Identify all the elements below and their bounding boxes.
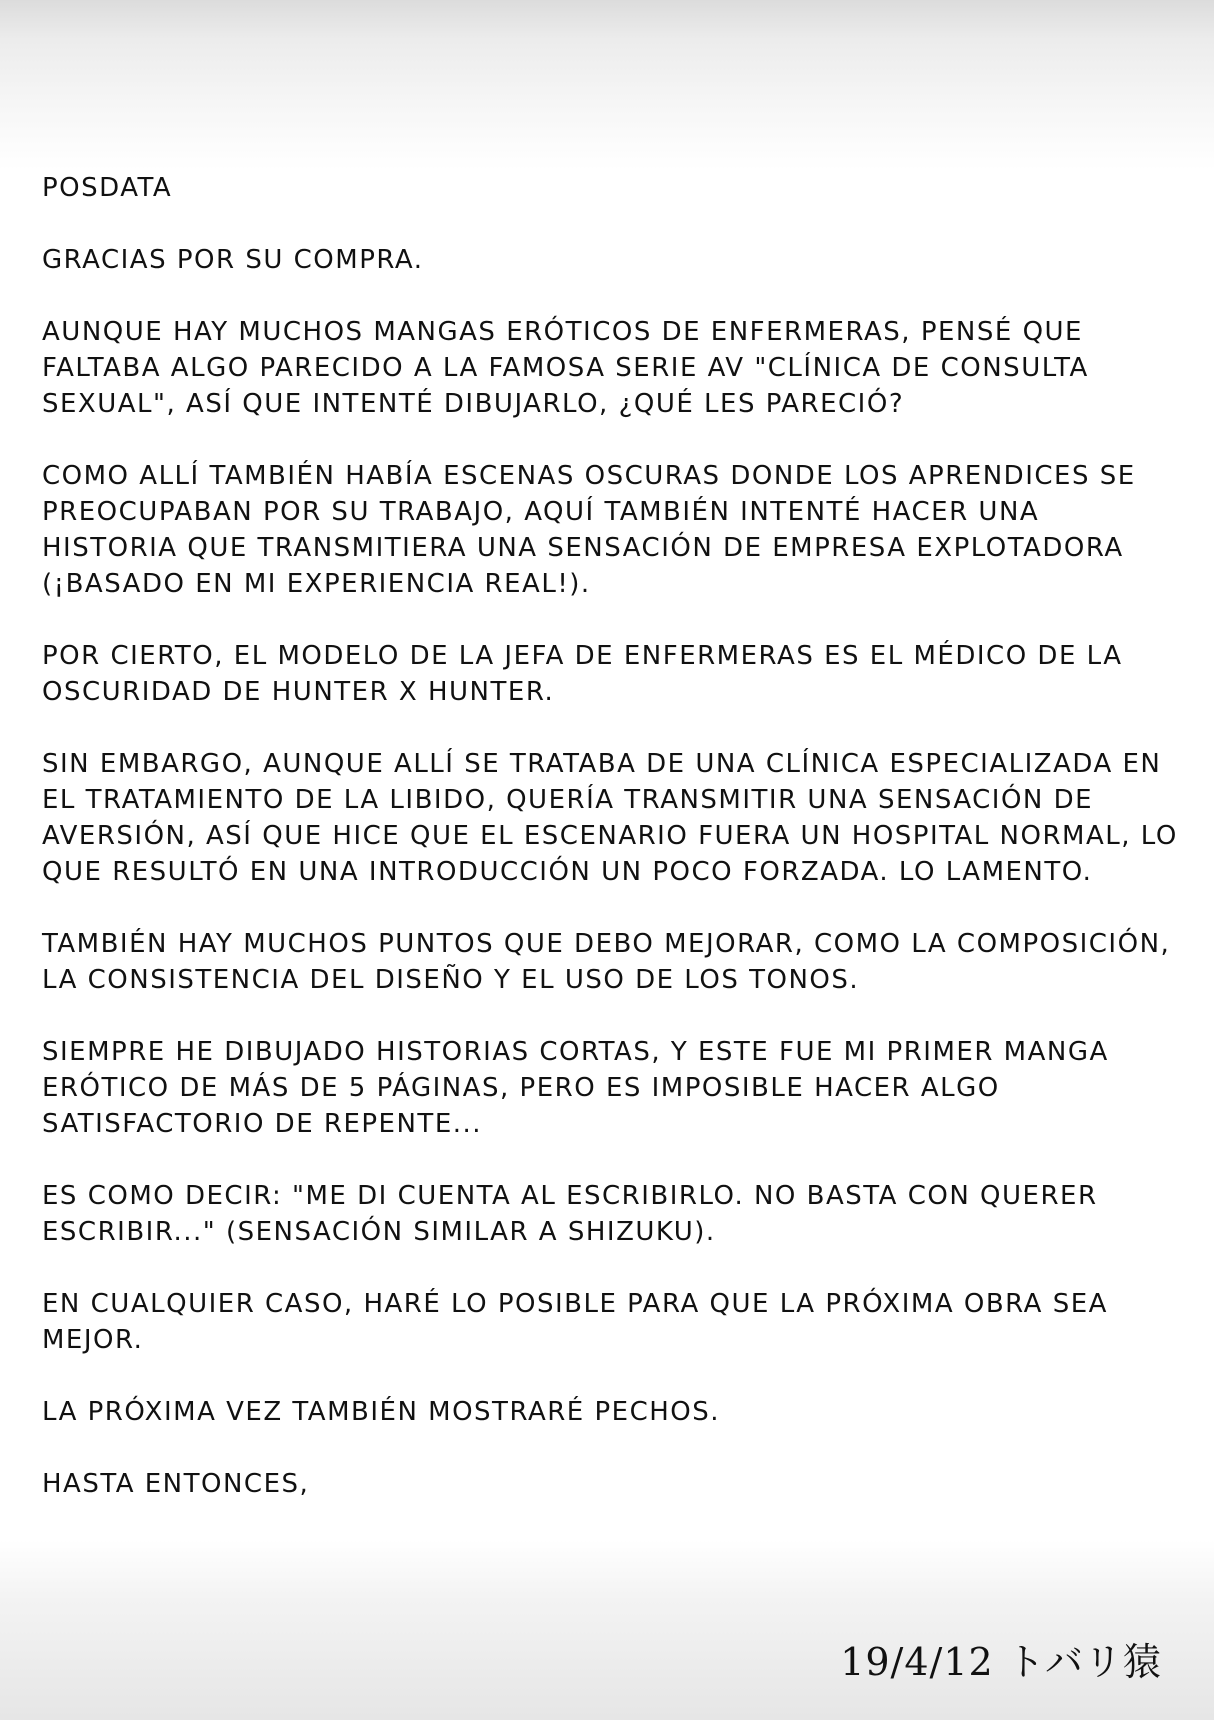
afterword-paragraph: SIN EMBARGO, AUNQUE ALLÍ SE TRATABA DE UNA CLÍNICA ESPECIALIZADA EN EL TRATAMIENTO DE LA LIBIDO, QUERÍA TRANSMITIR UNA SENSACIÓN DE AVERSIÓN, ASÍ QUE HICE QUE EL ESCENARIO FUERA UN HOSPITAL NORMAL, LO QUE RESULTÓ EN UNA INTRODUCCIÓN UN POCO FORZADA. LO LAMENTO.: [42, 749, 1178, 887]
afterword-text: [42, 170, 1182, 1538]
date-signature: 19/4/12 トバリ猿: [840, 1640, 1162, 1684]
afterword-paragraph: ES COMO DECIR: "ME DI CUENTA AL ESCRIBIRLO. NO BASTA CON QUERER ESCRIBIR..." (SENSACIÓN SIMILAR A SHIZUKU).: [42, 1181, 1098, 1247]
afterword-paragraph: EN CUALQUIER CASO, HARÉ LO POSIBLE PARA QUE LA PRÓXIMA OBRA SEA MEJOR.: [42, 1289, 1108, 1355]
afterword-heading: POSDATA: [42, 173, 173, 203]
afterword-paragraph: SIEMPRE HE DIBUJADO HISTORIAS CORTAS, Y ESTE FUE MI PRIMER MANGA ERÓTICO DE MÁS DE 5 PÁGINAS, PERO ES IMPOSIBLE HACER ALGO SATISFACTORIO DE REPENTE...: [42, 1037, 1109, 1139]
afterword-paragraph: LA PRÓXIMA VEZ TAMBIÉN MOSTRARÉ PECHOS.: [42, 1397, 721, 1427]
afterword-paragraph: AUNQUE HAY MUCHOS MANGAS ERÓTICOS DE ENFERMERAS, PENSÉ QUE FALTABA ALGO PARECIDO A LA FAMOSA SERIE AV "CLÍNICA DE CONSULTA SEXUAL", ASÍ QUE INTENTÉ DIBUJARLO, ¿QUÉ LES PARECIÓ?: [42, 317, 1089, 419]
afterword-paragraph: TAMBIÉN HAY MUCHOS PUNTOS QUE DEBO MEJORAR, COMO LA COMPOSICIÓN, LA CONSISTENCIA DEL DISEÑO Y EL USO DE LOS TONOS.: [42, 929, 1171, 995]
afterword-paragraph: POR CIERTO, EL MODELO DE LA JEFA DE ENFERMERAS ES EL MÉDICO DE LA OSCURIDAD DE HUNTER X HUNTER.: [42, 641, 1123, 707]
afterword-closing: HASTA ENTONCES,: [42, 1469, 310, 1499]
afterword-paragraph: COMO ALLÍ TAMBIÉN HABÍA ESCENAS OSCURAS DONDE LOS APRENDICES SE PREOCUPABAN POR SU TRABAJO, AQUÍ TAMBIÉN INTENTÉ HACER UNA HISTORIA QUE TRANSMITIERA UNA SENSACIÓN DE EMPRESA EXPLOTADORA (¡BASADO EN MI EXPERIENCIA REAL!).: [42, 461, 1136, 599]
afterword-paragraph: GRACIAS POR SU COMPRA.: [42, 245, 424, 275]
